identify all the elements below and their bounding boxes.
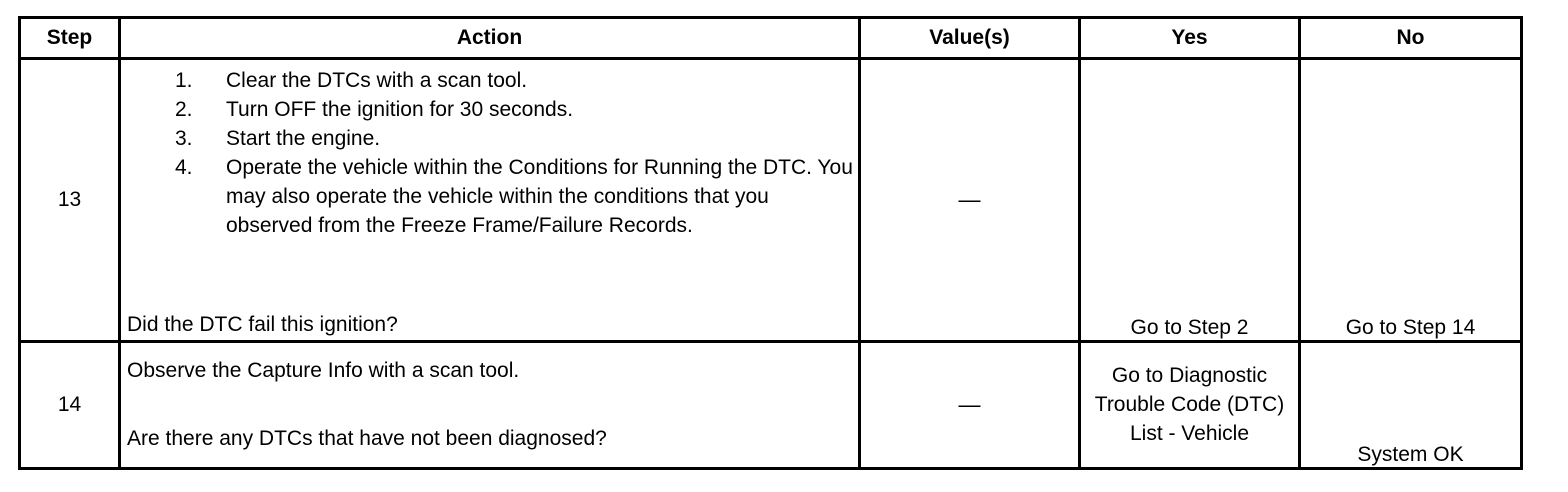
action-cell (120, 59, 860, 342)
no-cell: Go to Step 14 (1300, 59, 1522, 342)
value-cell: — (860, 341, 1080, 468)
header-no: No (1300, 18, 1522, 59)
yes-cell: Go to Diagnostic Trouble Code (DTC) List - Vehicle (1080, 341, 1300, 468)
header-action: Action (120, 18, 860, 59)
table-row (20, 341, 1522, 468)
yes-cell: Go to Step 2 (1080, 59, 1300, 342)
header-values: Value(s) (860, 18, 1080, 59)
value-cell: — (860, 59, 1080, 342)
list-item: 2. Turn OFF the ignition for 30 seconds. (175, 98, 574, 122)
action-instruction: Observe the Capture Info with a scan tool. (127, 358, 520, 382)
action-question: Are there any DTCs that have not been diagnosed? (127, 426, 607, 450)
list-item: 4. Operate the vehicle within the Conditions for Running the DTC. You may also operate the vehicle within the conditions that you observed from the Freeze Frame/Failure Records. (175, 156, 853, 238)
diagnostic-table (18, 16, 1523, 470)
list-item: 1. Clear the DTCs with a scan tool. (175, 69, 528, 93)
action-question: Did the DTC fail this ignition? (127, 312, 398, 336)
list-item: 3. Start the engine. (175, 127, 381, 151)
action-cell (120, 341, 860, 468)
step-number: 14 (20, 341, 120, 468)
header-step: Step (20, 18, 120, 59)
table-row (20, 59, 1522, 342)
header-row (20, 18, 1522, 59)
header-yes: Yes (1080, 18, 1300, 59)
action-steps-list (175, 66, 855, 240)
no-cell: System OK (1300, 341, 1522, 468)
step-number: 13 (20, 59, 120, 342)
